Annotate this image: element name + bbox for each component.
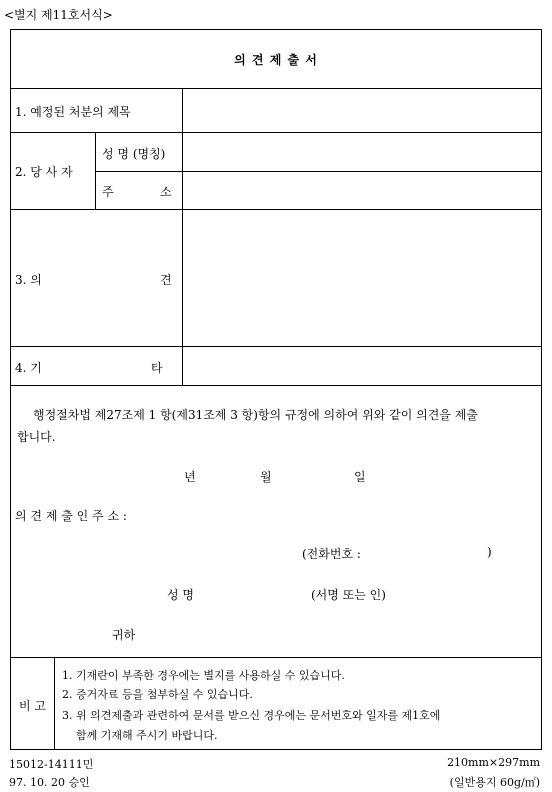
date-month-label: 월: [260, 470, 272, 484]
item3-label-end: 견: [160, 273, 172, 287]
form-title: 의 견 제 출 서: [234, 53, 318, 67]
item2-address-label-end: 소: [160, 185, 172, 199]
note-3: 3. 위 의견제출과 관련하여 문서를 받으신 경우에는 문서번호와 일자를 제1호에: [62, 709, 441, 722]
statement-line-2: 합니다.: [17, 430, 56, 444]
notes-label: 비 고: [19, 699, 46, 713]
item2-name-field[interactable]: [184, 134, 539, 170]
note-1: 1. 기재란이 부족한 경우에는 별지를 사용하실 수 있습니다.: [62, 669, 345, 682]
item4-label-start: 4. 기: [15, 361, 42, 375]
item2-address-label-start: 주: [102, 185, 114, 199]
form-number: <별지 제11호서식>: [4, 8, 113, 22]
submitter-address-label: 의 견 제 출 인 주 소 :: [15, 509, 127, 523]
signature-label: (서명 또는 인): [311, 588, 386, 602]
paper-type: (일반용지 60g/㎡): [449, 776, 540, 789]
item1-field[interactable]: [184, 90, 539, 131]
phone-label: (전화번호 :: [302, 547, 361, 561]
date-year-label: 년: [184, 470, 196, 484]
item3-label-start: 3. 의: [15, 273, 42, 287]
item3-opinion-field[interactable]: [184, 211, 539, 345]
item4-label-end: 타: [151, 361, 163, 375]
submitter-name-label: 성 명: [167, 588, 194, 602]
item4-other-field[interactable]: [184, 348, 539, 384]
paper-size: 210mm×297mm: [447, 756, 540, 769]
item2-label: 2. 당 사 자: [15, 165, 73, 179]
item1-label: 1. 예정된 처분의 제목: [15, 105, 131, 119]
form-code: 15012-14111민: [9, 758, 94, 771]
statement-line-1: 행정절차법 제27조제 1 항(제31조제 3 항)항의 규정에 의하여 위와 같이 의견을 제출: [33, 408, 478, 422]
item2-name-label: 성 명 (명칭): [102, 147, 166, 161]
approval-date: 97. 10. 20 승인: [9, 776, 90, 789]
phone-close: ): [487, 545, 492, 559]
date-day-label: 일: [354, 470, 366, 484]
note-2: 2. 증거자료 등을 첨부하실 수 있습니다.: [62, 688, 253, 701]
note-3-continued: 함께 기재해 주시기 바랍니다.: [76, 729, 218, 742]
recipient-label: 귀하: [112, 628, 136, 642]
item2-address-field[interactable]: [184, 173, 539, 208]
